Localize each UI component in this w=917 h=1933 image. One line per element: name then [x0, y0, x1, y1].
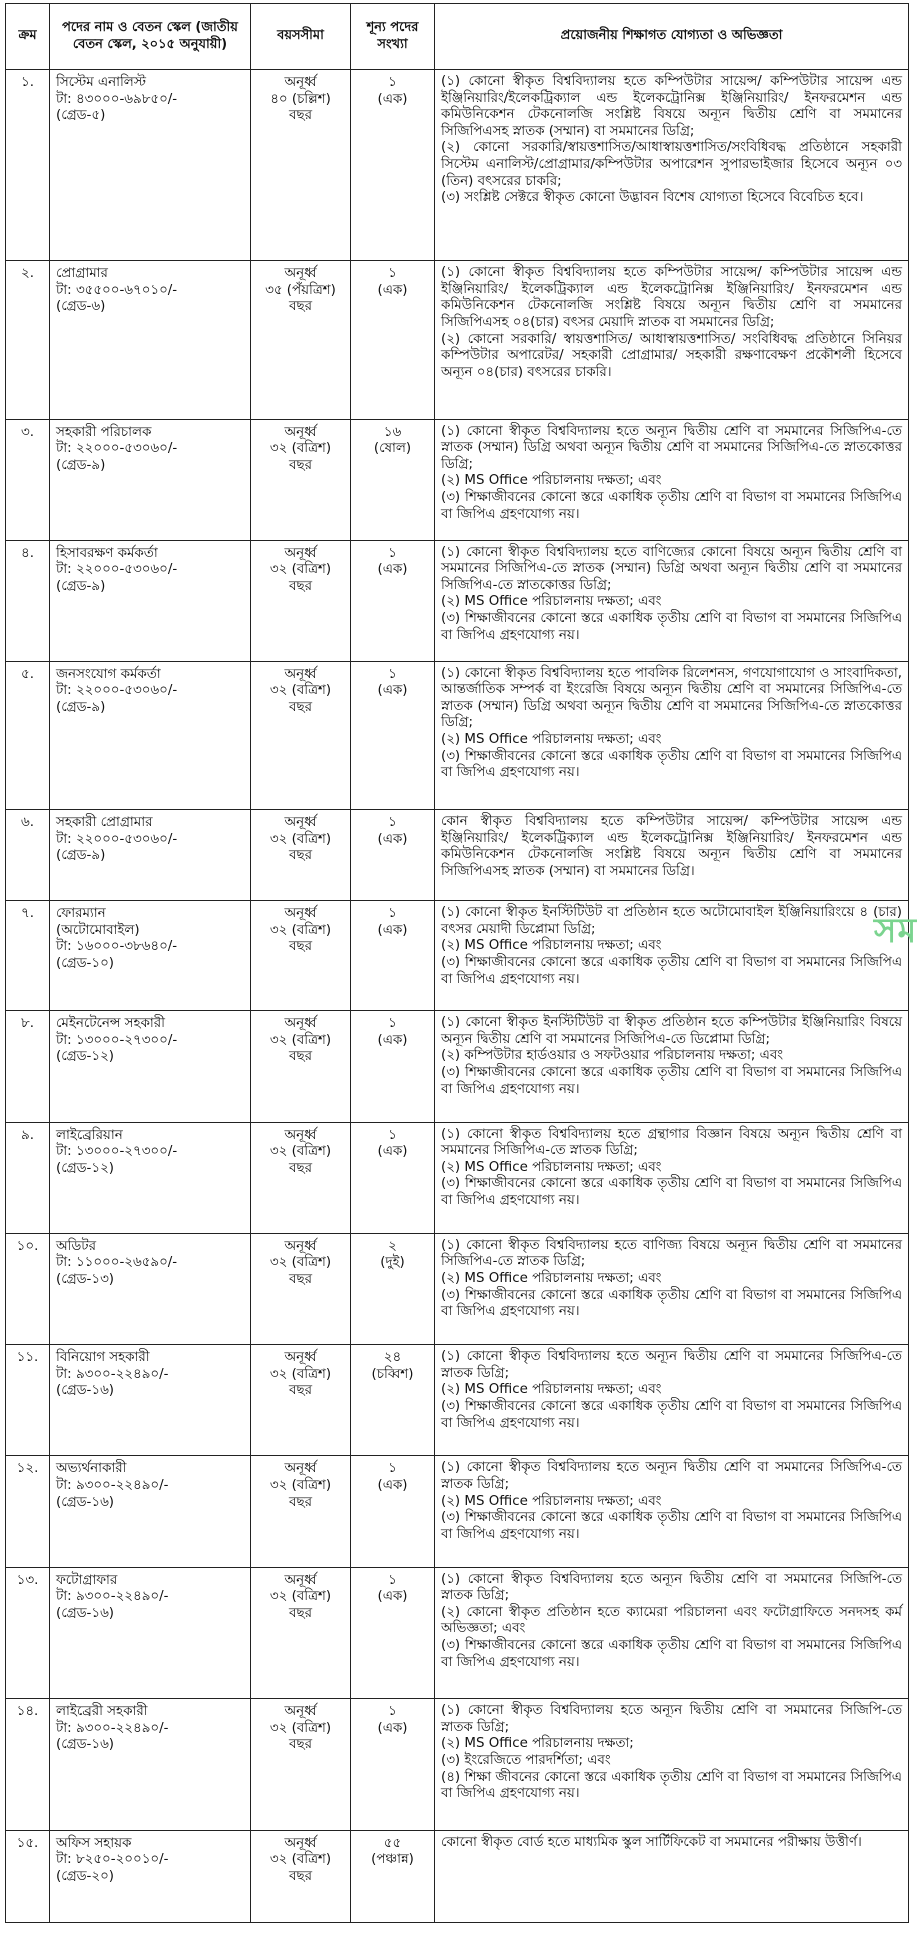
post-line: টা: ৯৩০০-২২৪৯০/-	[56, 1720, 169, 1736]
table-row	[6, 661, 909, 809]
vacancy-line: (এক)	[377, 562, 408, 578]
age-line: বছর	[289, 1272, 312, 1288]
vacancy-cell	[351, 1233, 435, 1344]
qualification-item: (২) MS Office পরিচালনায় দক্ষতা; এবং	[441, 473, 662, 489]
age-limit-cell	[251, 1122, 351, 1233]
post-line: (গ্রেড-২০)	[56, 1868, 115, 1884]
post-cell	[50, 1233, 251, 1344]
age-line: অনূর্ধ্ব	[284, 1238, 317, 1254]
post-cell	[50, 1122, 251, 1233]
post-line: টা: ২২০০০-৫৩০৬০/-	[56, 831, 178, 847]
table-row	[6, 1699, 909, 1831]
vacancy-cell	[351, 1567, 435, 1699]
post-line: জনসংযোগ কর্মকর্তা	[56, 666, 161, 682]
qualification-cell	[435, 810, 909, 901]
age-line: ৩৫ (পঁয়ত্রিশ)	[265, 282, 336, 298]
age-line: ৩২ (বত্রিশ)	[269, 1477, 332, 1493]
age-line: ৪০ (চল্লিশ)	[270, 91, 331, 107]
vacancy-line: (এক)	[377, 1589, 408, 1605]
qualification-item: (১) কোনো স্বীকৃত বিশ্ববিদ্যালয় হতে পাবলিক রিলেশনস, গণযোগাযোগ ও সাংবাদিকতা, আন্তর্জাতিক সম্পর্ক বা ইংরেজি বিষয়ে অন্যূন দ্বিতীয় শ্রেণি বা সমমানের সিজিপিএ-তে স্নাতক (সম্মান) ডিগ্রি অথবা অন্যূন দ্বিতীয় শ্রেণি বা সমমানের সিজিপিএ-তে স্নাতকোত্তর ডিগ্রি;	[441, 665, 902, 731]
qualification-item: (২) MS Office পরিচালনায় দক্ষতা; এবং	[441, 938, 662, 954]
age-line: অনূর্ধ্ব	[284, 1572, 317, 1588]
table-body	[6, 70, 909, 1923]
qualification-cell	[435, 1699, 909, 1831]
qualification-item: (১) কোনো স্বীকৃত বিশ্ববিদ্যালয় হতে বাণিজ্য বিষয়ে অন্যূন দ্বিতীয় শ্রেণি বা সমমানের সিজিপিএ-তে স্নাতক ডিগ্রি;	[441, 1237, 902, 1270]
post-line: (গ্রেড-১২)	[56, 1049, 114, 1065]
post-line: লাইব্রেরিয়ান	[56, 1127, 123, 1143]
post-line: টা: ৯৩০০-২২৪৯০/-	[56, 1477, 169, 1493]
table-row	[6, 1233, 909, 1344]
age-line: বছর	[289, 457, 312, 473]
post-line: (গ্রেড-১৬)	[56, 1494, 114, 1510]
post-line: অফিস সহায়ক	[56, 1835, 132, 1851]
age-limit-cell	[251, 1233, 351, 1344]
vacancy-line: (এক)	[377, 1720, 408, 1736]
qualification-item: (২) MS Office পরিচালনায় দক্ষতা; এবং	[441, 1493, 662, 1509]
age-limit-cell	[251, 70, 351, 261]
age-line: ৩২ (বত্রিশ)	[269, 1720, 332, 1736]
qualification-item: (৩) সংশ্লিষ্ট সেক্টরে স্বীকৃত কোনো উদ্ভাবন বিশেষ যোগ্যতা হিসেবে বিবেচিত হবে।	[441, 190, 864, 206]
post-line: (গ্রেড-৯)	[56, 848, 106, 864]
age-line: ৩২ (বত্রিশ)	[269, 831, 332, 847]
post-cell	[50, 1456, 251, 1567]
vacancy-line: ১	[388, 666, 397, 682]
serial-cell: ১১.	[6, 1345, 50, 1456]
age-line: অনূর্ধ্ব	[284, 1350, 317, 1366]
table-row	[6, 261, 909, 420]
qualification-item: (২) MS Office পরিচালনায় দক্ষতা; এবং	[441, 1159, 662, 1175]
age-limit-cell	[251, 901, 351, 1011]
post-line: ফটোগ্রাফার	[56, 1572, 118, 1588]
vacancy-line: (এক)	[377, 922, 408, 938]
serial-cell: ১৪.	[6, 1699, 50, 1831]
post-cell	[50, 70, 251, 261]
age-line: বছর	[289, 108, 312, 124]
post-line: (গ্রেড-৬)	[56, 299, 106, 315]
qualification-item: (৩) শিক্ষাজীবনের কোনো স্তরে একাধিক তৃতীয় শ্রেণি বা বিভাগ বা সমমানের সিজিপিএ বা জিপিএ গ্রহণযোগ্য নয়।	[441, 748, 902, 781]
post-line: টা: ২২০০০-৫৩০৬০/-	[56, 683, 178, 699]
post-line: অডিটর	[56, 1238, 96, 1254]
vacancy-line: (এক)	[377, 1032, 408, 1048]
vacancy-line: ১	[388, 815, 397, 831]
header-vacancy: শূন্য পদের সংখ্যা	[351, 4, 435, 70]
post-line: (গ্রেড-৯)	[56, 578, 106, 594]
age-line: বছর	[289, 578, 312, 594]
age-line: ৩২ (বত্রিশ)	[269, 1852, 332, 1868]
serial-cell: ২.	[6, 261, 50, 420]
qualification-cell	[435, 1567, 909, 1699]
age-line: ৩২ (বত্রিশ)	[269, 683, 332, 699]
post-line: টা: ১৩০০০-২৭৩০০/-	[56, 1032, 178, 1048]
qualification-item: (৩) শিক্ষাজীবনের কোনো স্তরে একাধিক তৃতীয় শ্রেণি বা বিভাগ বা সমমানের সিজিপিএ বা জিপিএ গ্রহণযোগ্য নয়।	[441, 1176, 902, 1208]
qualification-cell	[435, 901, 909, 1011]
qualification-item: (৩) শিক্ষাজীবনের কোনো স্তরে একাধিক তৃতীয় শ্রেণি বা বিভাগ বা সমমানের সিজিপিএ বা জিপিএ গ্রহণযোগ্য নয়।	[441, 1398, 902, 1431]
age-line: বছর	[289, 1383, 312, 1399]
table-header-row	[6, 4, 909, 70]
qualification-item: (১) কোনো স্বীকৃত বিশ্ববিদ্যালয় হতে কম্পিউটার সায়েন্স/ কম্পিউটার সায়েন্স এন্ড ইঞ্জিনিয়ারিং/ইলেকট্রিক্যাল এন্ড ইলেকট্রোনিক্স ইঞ্জিনিয়ারিং/ ইনফরমেশন এন্ড কমিউনিকেশন টেকনোলজি সংশ্লিষ্ট বিষয়ে অন্যূন দ্বিতীয় শ্রেণি বা সমমানের সিজিপিএসহ স্নাতক (সম্মান) বা সমমানের ডিগ্রি;	[441, 74, 902, 139]
age-line: অনূর্ধ্ব	[284, 906, 317, 922]
qualification-item: (২) কোনো সরকারি/ স্বায়ত্তশাসিত/ আধাস্বায়ত্তশাসিত/ সংবিধিবদ্ধ প্রতিষ্ঠানে সিনিয়র কম্পিউটার অপারেটর/ সহকারী প্রোগ্রামার/ সহকারী রক্ষণাবেক্ষণ প্রকৌশলী হিসেবে অন্যূন ০৪(চার) বৎসরের চাকরি।	[441, 331, 902, 380]
serial-cell: ১৩.	[6, 1567, 50, 1699]
age-line: বছর	[289, 1737, 312, 1753]
vacancy-line: ২	[388, 1238, 397, 1254]
qualification-item: (২) কোনো স্বীকৃত প্রতিষ্ঠান হতে ক্যামেরা পরিচালনা এবং ফটোগ্রাফিতে সনদসহ কর্ম অভিজ্ঞতা; এবং	[441, 1604, 902, 1637]
vacancy-table	[5, 3, 909, 1923]
post-line: ফোরম্যান	[56, 906, 106, 922]
vacancy-line: ১	[388, 906, 397, 922]
qualification-cell	[435, 261, 909, 420]
qualification-cell	[435, 1345, 909, 1456]
post-line: টা: ২২০০০-৫৩০৬০/-	[56, 441, 178, 457]
qualification-item: (২) MS Office পরিচালনায় দক্ষতা; এবং	[441, 1271, 662, 1287]
header-qualification: প্রয়োজনীয় শিক্ষাগত যোগ্যতা ও অভিজ্ঞতা	[435, 4, 909, 70]
vacancy-cell	[351, 1456, 435, 1567]
vacancy-cell	[351, 1830, 435, 1922]
post-line: টা: ১৬০০০-৩৮৬৪০/-	[56, 939, 178, 955]
qualification-item: (১) কোনো স্বীকৃত বিশ্ববিদ্যালয় হতে অন্যূন দ্বিতীয় শ্রেণি বা সমমানের সিজিপিএ-তে স্নাতক ডিগ্রি;	[441, 1460, 902, 1492]
qualification-item: (৩) শিক্ষাজীবনের কোনো স্তরে একাধিক তৃতীয় শ্রেণি বা বিভাগ বা সমমানের সিজিপিএ বা জিপিএ গ্রহণযোগ্য নয়।	[441, 1510, 902, 1542]
post-line: (অটোমোবাইল)	[56, 922, 140, 938]
age-limit-cell	[251, 540, 351, 661]
age-line: অনূর্ধ্ব	[284, 1704, 317, 1720]
table-row	[6, 1456, 909, 1567]
header-serial: ক্রম	[6, 4, 50, 70]
table-row	[6, 1830, 909, 1922]
qualification-item: (২) MS Office পরিচালনায় দক্ষতা; এবং	[441, 1382, 662, 1398]
qualification-item: (২) কম্পিউটার হার্ডওয়ার ও সফটওয়ার পরিচালনায় দক্ষতা; এবং	[441, 1048, 784, 1064]
post-line: (গ্রেড-১৩)	[56, 1272, 114, 1288]
age-line: বছর	[289, 848, 312, 864]
vacancy-cell	[351, 419, 435, 540]
vacancy-line: ১	[388, 1127, 397, 1143]
post-line: (গ্রেড-১৬)	[56, 1605, 114, 1621]
qualification-item: (১) কোনো স্বীকৃত বিশ্ববিদ্যালয় হতে গ্রন্থাগার বিজ্ঞান বিষয়ে অন্যূন দ্বিতীয় শ্রেণি বা সমমানের সিজিপিএ-তে স্নাতক ডিগ্রি;	[441, 1126, 902, 1159]
table-row	[6, 1345, 909, 1456]
vacancy-line: ১	[388, 1704, 397, 1720]
age-line: অনূর্ধ্ব	[284, 666, 317, 682]
vacancy-line: (দুই)	[380, 1255, 405, 1271]
age-line: অনূর্ধ্ব	[284, 266, 317, 282]
qualification-item: (২) MS Office পরিচালনায় দক্ষতা; এবং	[441, 594, 662, 610]
serial-cell: ৩.	[6, 419, 50, 540]
post-line: সহকারী পরিচালক	[56, 424, 152, 440]
post-line: হিসাবরক্ষণ কর্মকর্তা	[56, 545, 158, 561]
table-row	[6, 540, 909, 661]
table-row	[6, 901, 909, 1011]
age-line: অনূর্ধ্ব	[284, 545, 317, 561]
post-line: লাইব্রেরী সহকারী	[56, 1704, 148, 1720]
serial-cell: ৯.	[6, 1122, 50, 1233]
vacancy-line: ৫৫	[383, 1835, 402, 1851]
age-line: অনূর্ধ্ব	[284, 75, 317, 90]
post-cell	[50, 1830, 251, 1922]
age-line: ৩২ (বত্রিশ)	[269, 1589, 332, 1605]
post-line: টা: ২২০০০-৫৩০৬০/-	[56, 562, 178, 578]
qualification-item: (২) MS Office পরিচালনায় দক্ষতা; এবং	[441, 732, 662, 748]
serial-cell: ১.	[6, 70, 50, 261]
vacancy-line: (এক)	[377, 1144, 408, 1160]
qualification-item: কোন স্বীকৃত বিশ্ববিদ্যালয় হতে কম্পিউটার সায়েন্স/ কম্পিউটার সায়েন্স এন্ড ইঞ্জিনিয়ারিং/ ইলেকট্রিক্যাল এন্ড ইলেকট্রোনিক্স ইঞ্জিনিয়ারিং/ ইনফরমেশন এন্ড কমিউনিকেশন টেকনোলজি সংশ্লিষ্ট বিষয়ে অন্যূন দ্বিতীয় শ্রেণি বা সমমানের সিজিপিএসহ স্নাতক (সম্মান) বা সমমানের ডিগ্রি।	[441, 814, 902, 879]
post-cell	[50, 661, 251, 809]
age-line: অনূর্ধ্ব	[284, 1127, 317, 1143]
qualification-cell	[435, 1011, 909, 1122]
post-line: (গ্রেড-৯)	[56, 457, 106, 473]
vacancy-line: ২৪	[383, 1350, 402, 1366]
post-line: (গ্রেড-৯)	[56, 699, 106, 715]
vacancy-cell	[351, 261, 435, 420]
header-age: বয়সসীমা	[251, 4, 351, 70]
qualification-item: (৪) শিক্ষা জীবনের কোনো স্তরে একাধিক তৃতীয় শ্রেণি বা বিভাগ বা সমমানের সিজিপিএ বা জিপিএ গ্রহণযোগ্য নয়।	[441, 1769, 902, 1802]
age-line: অনূর্ধ্ব	[284, 424, 317, 440]
age-line: বছর	[289, 1160, 312, 1176]
serial-cell: ৫.	[6, 661, 50, 809]
post-line: (গ্রেড-১২)	[56, 1160, 114, 1176]
post-line: (গ্রেড-১৬)	[56, 1383, 114, 1399]
vacancy-cell	[351, 810, 435, 901]
age-line: বছর	[289, 1049, 312, 1065]
post-line: বিনিয়োগ সহকারী	[56, 1350, 150, 1366]
age-limit-cell	[251, 419, 351, 540]
post-line: সিস্টেম এনালিস্ট	[56, 75, 146, 90]
vacancy-cell	[351, 540, 435, 661]
age-line: বছর	[289, 699, 312, 715]
post-cell	[50, 1567, 251, 1699]
vacancy-cell	[351, 1345, 435, 1456]
qualification-item: (১) কোনো স্বীকৃত বিশ্ববিদ্যালয় হতে অন্যূন দ্বিতীয় শ্রেণি বা সমমানের সিজিপি-তে স্নাতক ডিগ্রি;	[441, 1703, 902, 1735]
vacancy-line: ১	[388, 1461, 397, 1477]
post-line: টা: ৮২৫০-২০০১০/-	[56, 1852, 169, 1868]
age-line: বছর	[289, 1868, 312, 1884]
age-limit-cell	[251, 1345, 351, 1456]
qualification-cell	[435, 661, 909, 809]
qualification-cell	[435, 419, 909, 540]
qualification-item: (১) কোনো স্বীকৃত বিশ্ববিদ্যালয় হতে বাণিজ্যের কোনো বিষয়ে অন্যূন দ্বিতীয় শ্রেণি বা সমমানের সিজিপিএ-তে স্নাতক (সম্মান) ডিগ্রি অথবা অন্যূন দ্বিতীয় শ্রেণি বা সমমানের সিজিপিএ-তে স্নাতকোত্তর ডিগ্রি;	[441, 544, 902, 593]
table-row	[6, 810, 909, 901]
qualification-item: কোনো স্বীকৃত বোর্ড হতে মাধ্যমিক স্কুল সার্টিফিকেট বা সমমানের পরীক্ষায় উত্তীর্ণ।	[441, 1834, 862, 1850]
vacancy-line: ১	[388, 75, 397, 90]
qualification-cell	[435, 1122, 909, 1233]
qualification-item: (১) কোনো স্বীকৃত ইনস্টিটিউট বা প্রতিষ্ঠান হতে অটোমোবাইল ইঞ্জিনিয়ারিংয়ে ৪ (চার) বৎসর মেয়াদী ডিপ্লোমা ডিগ্রি;	[441, 905, 902, 937]
vacancy-cell	[351, 70, 435, 261]
vacancy-cell	[351, 661, 435, 809]
qualification-item: (৩) শিক্ষাজীবনের কোনো স্তরে একাধিক তৃতীয় শ্রেণি বা বিভাগ বা সমমানের সিজিপিএ বা জিপিএ গ্রহণযোগ্য নয়।	[441, 490, 902, 522]
post-cell	[50, 1345, 251, 1456]
post-line: টা: ৪৩০০০-৬৯৮৫০/-	[56, 91, 178, 107]
age-line: ৩২ (বত্রিশ)	[269, 441, 332, 457]
header-post: পদের নাম ও বেতন স্কেল (জাতীয় বেতন স্কেল, ২০১৫ অনুযায়ী)	[50, 4, 251, 70]
post-line: (গ্রেড-১০)	[56, 955, 114, 971]
vacancy-line: ১	[388, 266, 397, 282]
qualification-cell	[435, 1830, 909, 1922]
age-line: ৩২ (বত্রিশ)	[269, 922, 332, 938]
serial-cell: ৭.	[6, 901, 50, 1011]
vacancy-line: (চব্বিশ)	[371, 1366, 414, 1382]
vacancy-cell	[351, 1122, 435, 1233]
post-line: (গ্রেড-১৬)	[56, 1737, 114, 1753]
vacancy-cell	[351, 901, 435, 1011]
post-line: মেইনটেনেন্স সহকারী	[56, 1016, 165, 1032]
post-line: টা: ৯৩০০-২২৪৯০/-	[56, 1589, 169, 1605]
vacancy-line: (পঞ্চান্ন)	[371, 1852, 414, 1868]
post-line: টা: ৩৫৫০০-৬৭০১০/-	[56, 282, 178, 298]
serial-cell: ৪.	[6, 540, 50, 661]
table-row	[6, 1011, 909, 1122]
table-row	[6, 1567, 909, 1699]
qualification-item: (৩) শিক্ষাজীবনের কোনো স্তরে একাধিক তৃতীয় শ্রেণি বা বিভাগ বা সমমানের সিজিপিএ বা জিপিএ গ্রহণযোগ্য নয়।	[441, 611, 902, 643]
post-line: টা: ১১০০০-২৬৫৯০/-	[56, 1255, 178, 1271]
age-line: ৩২ (বত্রিশ)	[269, 562, 332, 578]
age-limit-cell	[251, 661, 351, 809]
age-line: বছর	[289, 939, 312, 955]
age-line: ৩২ (বত্রিশ)	[269, 1144, 332, 1160]
vacancy-line: (ষোল)	[373, 441, 412, 457]
serial-cell: ১২.	[6, 1456, 50, 1567]
qualification-item: (১) কোনো স্বীকৃত বিশ্ববিদ্যালয় হতে কম্পিউটার সায়েন্স/ কম্পিউটার সায়েন্স এন্ড ইঞ্জিনিয়ারিং/ ইলেকট্রিক্যাল এন্ড ইলেকট্রোনিক্স ইঞ্জিনিয়ারিং/ ইনফরমেশন এন্ড কমিউনিকেশন টেকনোলজি সংশ্লিষ্ট বিষয়ে অন্যূন দ্বিতীয় শ্রেণি বা সমমানের সিজিপিএসহ ০৪(চার) বৎসর মেয়াদি স্নাতক বা সমমানের ডিগ্রি;	[441, 265, 902, 330]
post-line: (গ্রেড-৫)	[56, 108, 106, 124]
vacancy-cell	[351, 1699, 435, 1831]
table-row	[6, 1122, 909, 1233]
vacancy-line: ১৬	[383, 424, 402, 440]
serial-cell: ৮.	[6, 1011, 50, 1122]
qualification-cell	[435, 70, 909, 261]
post-cell	[50, 901, 251, 1011]
age-line: বছর	[289, 299, 312, 315]
qualification-item: (৩) শিক্ষাজীবনের কোনো স্তরে একাধিক তৃতীয় শ্রেণি বা বিভাগ বা সমমানের সিজিপিএ বা জিপিএ গ্রহণযোগ্য নয়।	[441, 1287, 902, 1320]
post-cell	[50, 1699, 251, 1831]
post-cell	[50, 810, 251, 901]
vacancy-line: ১	[388, 1016, 397, 1032]
post-cell	[50, 261, 251, 420]
watermark-text: সম	[874, 911, 917, 951]
qualification-item: (২) কোনো সরকারি/স্বায়ত্তশাসিত/আধাস্বায়ত্তশাসিত/সংবিধিবদ্ধ প্রতিষ্ঠানে সহকারী সিস্টেম এনালিস্ট/প্রোগ্রামার/কম্পিউটার অপারেশন সুপারভাইজার হিসেবে অন্যূন ০৩ (তিন) বৎসরের চাকরি;	[441, 140, 902, 189]
post-line: টা: ৯৩০০-২২৪৯০/-	[56, 1366, 169, 1382]
age-line: বছর	[289, 1494, 312, 1510]
age-limit-cell	[251, 810, 351, 901]
serial-cell: ১০.	[6, 1233, 50, 1344]
vacancy-line: (এক)	[377, 282, 408, 298]
vacancy-line: (এক)	[377, 831, 408, 847]
age-limit-cell	[251, 1011, 351, 1122]
vacancy-line: (এক)	[377, 91, 408, 107]
post-cell	[50, 419, 251, 540]
post-line: সহকারী প্রোগ্রামার	[56, 815, 153, 831]
vacancy-line: (এক)	[377, 1477, 408, 1493]
vacancy-line: ১	[388, 545, 397, 561]
qualification-item: (১) কোনো স্বীকৃত ইনস্টিটিউট বা স্বীকৃত প্রতিষ্ঠান হতে কম্পিউটার ইঞ্জিনিয়ারিং বিষয়ে অন্যূন দ্বিতীয় শ্রেণি বা সমমানের সিজিপিএ-তে ডিপ্লোমা ডিগ্রি;	[441, 1015, 902, 1047]
age-limit-cell	[251, 261, 351, 420]
serial-cell: ১৫.	[6, 1830, 50, 1922]
age-line: ৩২ (বত্রিশ)	[269, 1366, 332, 1382]
serial-cell: ৬.	[6, 810, 50, 901]
qualification-item: (২) MS Office পরিচালনায় দক্ষতা;	[441, 1736, 634, 1752]
post-cell	[50, 540, 251, 661]
age-limit-cell	[251, 1456, 351, 1567]
age-line: অনূর্ধ্ব	[284, 815, 317, 831]
vacancy-cell	[351, 1011, 435, 1122]
age-line: ৩২ (বত্রিশ)	[269, 1032, 332, 1048]
post-line: অভ্যর্থনাকারী	[56, 1461, 127, 1477]
age-line: অনূর্ধ্ব	[284, 1461, 317, 1477]
qualification-item: (১) কোনো স্বীকৃত বিশ্ববিদ্যালয় হতে অন্যূন দ্বিতীয় শ্রেণি বা সমমানের সিজিপিএ-তে স্নাতক (সম্মান) ডিগ্রি অথবা অন্যূন দ্বিতীয় শ্রেণি বা সমমানের সিজিপিএ-তে স্নাতকোত্তর ডিগ্রি;	[441, 423, 902, 472]
qualification-item: (৩) শিক্ষাজীবনের কোনো স্তরে একাধিক তৃতীয় শ্রেণি বা বিভাগ বা সমমানের সিজিপিএ বা জিপিএ গ্রহণযোগ্য নয়।	[441, 1065, 902, 1097]
qualification-item: (৩) শিক্ষাজীবনের কোনো স্তরে একাধিক তৃতীয় শ্রেণি বা বিভাগ বা সমমানের সিজিপিএ বা জিপিএ গ্রহণযোগ্য নয়।	[441, 1638, 902, 1670]
age-line: অনূর্ধ্ব	[284, 1016, 317, 1032]
post-cell	[50, 1011, 251, 1122]
age-limit-cell	[251, 1830, 351, 1922]
age-line: অনূর্ধ্ব	[284, 1835, 317, 1851]
qualification-cell	[435, 540, 909, 661]
qualification-item: (৩) শিক্ষাজীবনের কোনো স্তরে একাধিক তৃতীয় শ্রেণি বা বিভাগ বা সমমানের সিজিপিএ বা জিপিএ গ্রহণযোগ্য নয়।	[441, 954, 902, 987]
age-line: বছর	[289, 1605, 312, 1621]
qualification-cell	[435, 1233, 909, 1344]
table-row	[6, 419, 909, 540]
qualification-cell	[435, 1456, 909, 1567]
table-row	[6, 70, 909, 261]
post-line: প্রোগ্রামার	[56, 266, 108, 282]
age-limit-cell	[251, 1567, 351, 1699]
vacancy-line: (এক)	[377, 683, 408, 699]
post-line: টা: ১৩০০০-২৭৩০০/-	[56, 1144, 178, 1160]
age-limit-cell	[251, 1699, 351, 1831]
qualification-item: (১) কোনো স্বীকৃত বিশ্ববিদ্যালয় হতে অন্যূন দ্বিতীয় শ্রেণি বা সমমানের সিজিপি-তে স্নাতক ডিগ্রি;	[441, 1571, 902, 1604]
age-line: ৩২ (বত্রিশ)	[269, 1255, 332, 1271]
qualification-item: (৩) ইংরেজিতে পারদর্শিতা; এবং	[441, 1752, 611, 1768]
qualification-item: (১) কোনো স্বীকৃত বিশ্ববিদ্যালয় হতে অন্যূন দ্বিতীয় শ্রেণি বা সমমানের সিজিপিএ-তে স্নাতক ডিগ্রি;	[441, 1349, 902, 1381]
vacancy-line: ১	[388, 1572, 397, 1588]
